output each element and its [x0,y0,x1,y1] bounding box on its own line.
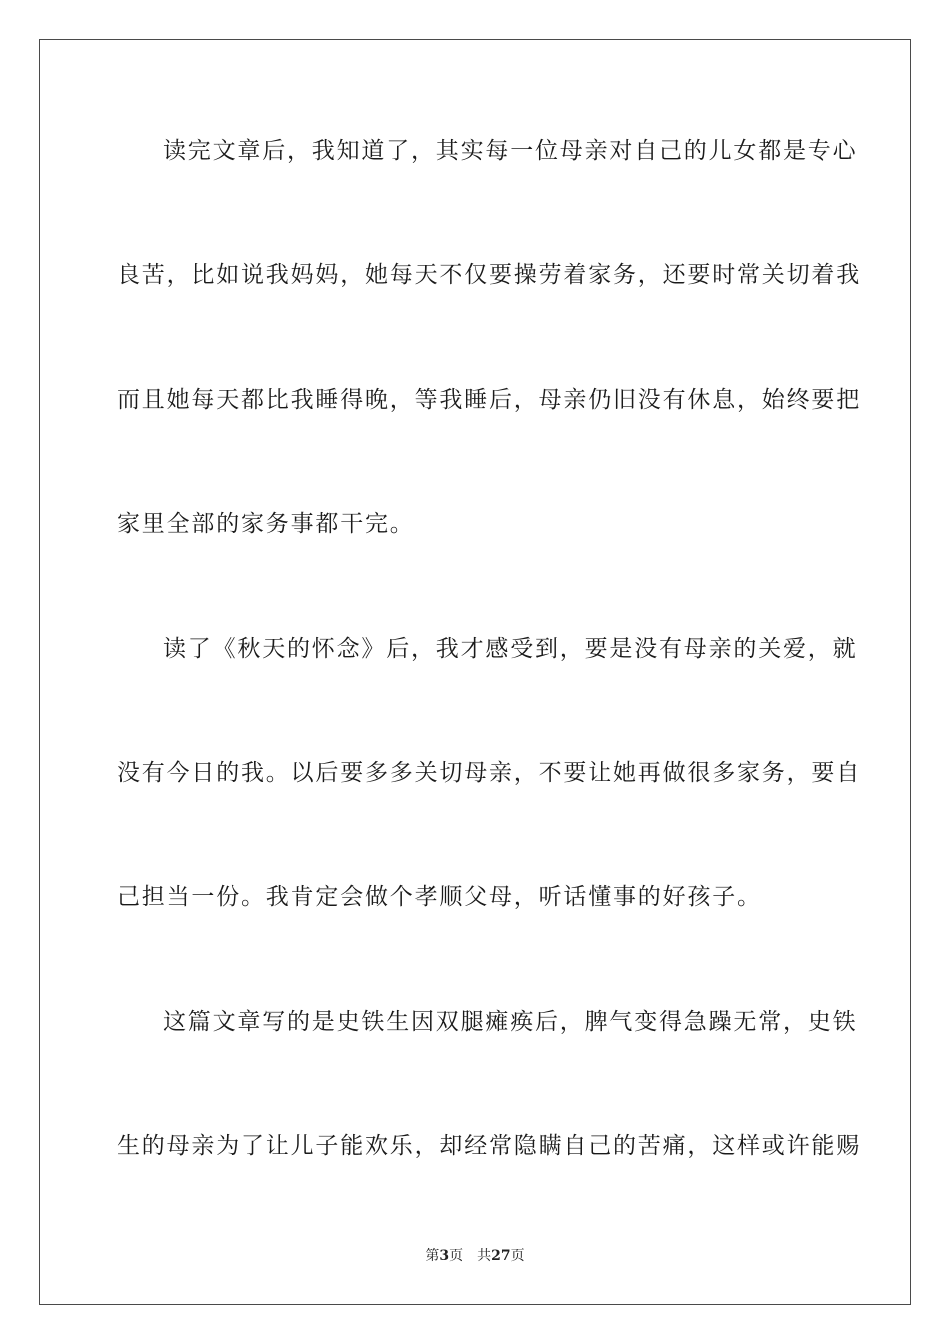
paragraph-1-line-1: 读完文章后，我知道了，其实每一位母亲对自己的儿女都是专心 [163,138,858,164]
paragraph-2-line-1: 读了《秋天的怀念》后，我才感受到，要是没有母亲的关爱，就 [163,636,858,662]
page-number: 3 [439,1248,450,1264]
paragraph-1-line-2: 良苦，比如说我妈妈，她每天不仅要操劳着家务，还要时常关切着我 [117,262,861,288]
total-suffix: 页 [510,1248,525,1264]
paragraph-1-line-4: 家里全部的家务事都干完。 [117,511,415,537]
paragraph-1-line-3: 而且她每天都比我睡得晚，等我睡后，母亲仍旧没有休息，始终要把 [117,387,861,413]
total-pages: 27 [491,1248,511,1264]
page-suffix: 页 [449,1248,464,1264]
page-prefix: 第 [425,1248,440,1264]
paragraph-3-line-1: 这篇文章写的是史铁生因双腿瘫痪后，脾气变得急躁无常，史铁 [163,1009,858,1035]
paragraph-3-line-2: 生的母亲为了让儿子能欢乐，却经常隐瞒自己的苦痛，这样或许能赐 [117,1133,861,1159]
total-prefix: 共 [477,1248,492,1264]
paragraph-2-line-3: 己担当一份。我肯定会做个孝顺父母，听话懂事的好孩子。 [117,884,762,910]
paragraph-2-line-2: 没有今日的我。以后要多多关切母亲，不要让她再做很多家务，要自 [117,760,861,786]
page-footer [0,1247,950,1265]
page-border [39,39,911,1305]
